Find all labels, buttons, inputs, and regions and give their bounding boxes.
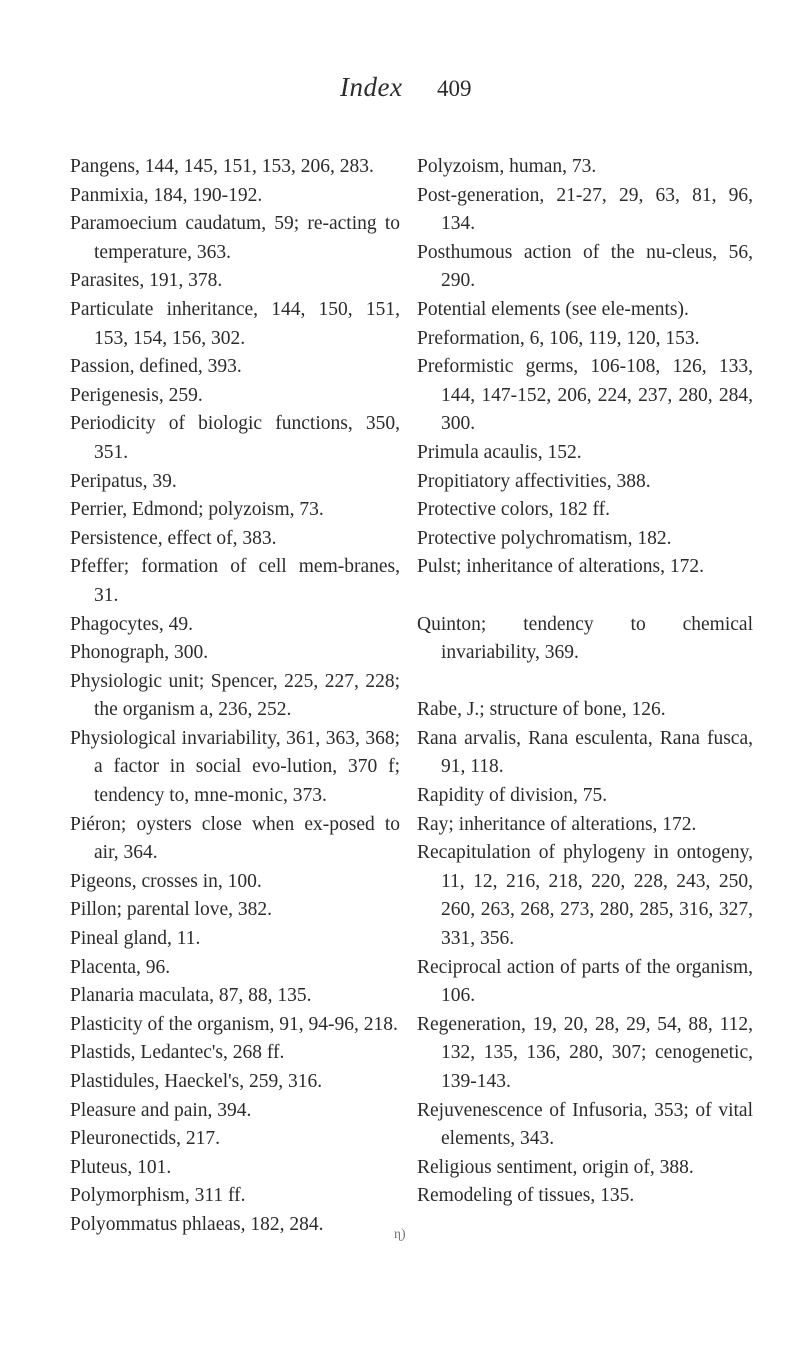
index-entry: Protective polychromatism, 182. xyxy=(417,527,672,549)
index-entry: Persistence, effect of, 383. xyxy=(70,527,277,549)
index-entry: Polyommatus phlaeas, 182, 284. xyxy=(70,1213,324,1235)
index-entry: Polyzoism, human, 73. xyxy=(417,156,597,177)
index-entry: Post-generation, 21-27, 29, 63, 81, 96, 134. xyxy=(417,184,753,235)
index-column-right xyxy=(417,153,753,1211)
index-entry: Panmixia, 184, 190-192. xyxy=(70,184,263,206)
index-entry: Plasticity of the organism, 91, 94-96, 218. xyxy=(70,1013,398,1035)
index-entry: Piéron; oysters close when ex-posed to air, 364. xyxy=(70,813,400,864)
index-entry: Perrier, Edmond; polyzoism, 73. xyxy=(70,499,324,521)
index-entry: Rabe, J.; structure of bone, 126. xyxy=(417,699,666,721)
page-header xyxy=(0,72,800,112)
page-number: 409 xyxy=(437,76,472,101)
index-entry: Physiological invariability, 361, 363, 368; a factor in social evo-lution, 370 f; tendency to, mne-monic, 373. xyxy=(70,727,400,807)
index-column-left xyxy=(70,153,400,1240)
index-entry: Parasites, 191, 378. xyxy=(70,270,223,292)
index-entry: Pleuronectids, 217. xyxy=(70,1128,221,1150)
index-entry: Phagocytes, 49. xyxy=(70,613,193,635)
index-entry: Reciprocal action of parts of the organism, 106. xyxy=(417,956,753,1007)
index-entry: Rana arvalis, Rana esculenta, Rana fusca, 91, 118. xyxy=(417,727,753,778)
index-entry: Pigeons, crosses in, 100. xyxy=(70,870,262,892)
index-entry: Plastids, Ledantec's, 268 ff. xyxy=(70,1042,285,1064)
index-entry: Planaria maculata, 87, 88, 135. xyxy=(70,985,312,1007)
index-entry: Recapitulation of phylogeny in ontogeny, 11, 12, 216, 218, 220, 228, 243, 250, 260, 263, 268, 273, 280, 285, 316, 327, 331, 356. xyxy=(417,842,753,950)
index-entry: Pluteus, 101. xyxy=(70,1156,172,1178)
index-entry: Perigenesis, 259. xyxy=(70,384,203,406)
index-entry: Particulate inheritance, 144, 150, 151, 153, 154, 156, 302. xyxy=(70,298,400,349)
index-entry: Pillon; parental love, 382. xyxy=(70,899,273,921)
index-entry: Periodicity of biologic functions, 350, 351. xyxy=(70,413,400,463)
index-entry: Potential elements (see ele-ments). xyxy=(417,298,689,320)
index-entry: Peripatus, 39. xyxy=(70,470,177,492)
index-entry: Protective colors, 182 ff. xyxy=(417,499,610,521)
index-entry: Passion, defined, 393. xyxy=(70,356,242,378)
index-entry: Propitiatory affectivities, 388. xyxy=(417,470,651,492)
index-entry: Posthumous action of the nu-cleus, 56, 290. xyxy=(417,241,753,292)
index-entry: Polymorphism, 311 ff. xyxy=(70,1185,246,1207)
printer-signature-mark: ɳ) xyxy=(394,1227,406,1242)
index-entry: Paramoecium caudatum, 59; re-acting to temperature, 363. xyxy=(70,213,400,263)
index-entry: Primula acaulis, 152. xyxy=(417,441,582,463)
index-entry: Preformation, 6, 106, 119, 120, 153. xyxy=(417,327,700,349)
index-entry: Rejuvenescence of Infusoria, 353; of vital elements, 343. xyxy=(417,1099,753,1150)
index-entry: Plastidules, Haeckel's, 259, 316. xyxy=(70,1071,323,1092)
page-title: Index xyxy=(340,72,403,102)
index-entry: Phonograph, 300. xyxy=(70,642,209,664)
index-entry: Remodeling of tissues, 135. xyxy=(417,1185,635,1207)
index-entry: Physiologic unit; Spencer, 225, 227, 228; the organism a, 236, 252. xyxy=(70,670,400,721)
index-entry: Pangens, 144, 145, 151, 153, 206, 283. xyxy=(70,156,374,177)
index-entry: Pfeffer; formation of cell mem-branes, 31. xyxy=(70,556,400,606)
index-entry: Preformistic germs, 106-108, 126, 133, 144, 147-152, 206, 224, 237, 280, 284, 300. xyxy=(417,356,753,435)
index-entry: Rapidity of division, 75. xyxy=(417,785,608,807)
index-entry: Pulst; inheritance of alterations, 172. xyxy=(417,556,705,578)
index-entry: Pineal gland, 11. xyxy=(70,928,201,950)
index-entry: Quinton; tendency to chemical invariability, 369. xyxy=(417,613,753,664)
index-entry: Ray; inheritance of alterations, 172. xyxy=(417,813,697,835)
index-entry: Regeneration, 19, 20, 28, 29, 54, 88, 112, 132, 135, 136, 280, 307; cenogenetic, 139-143. xyxy=(417,1013,753,1092)
index-entry: Placenta, 96. xyxy=(70,956,171,978)
index-entry: Pleasure and pain, 394. xyxy=(70,1099,252,1121)
index-entry: Religious sentiment, origin of, 388. xyxy=(417,1156,694,1178)
